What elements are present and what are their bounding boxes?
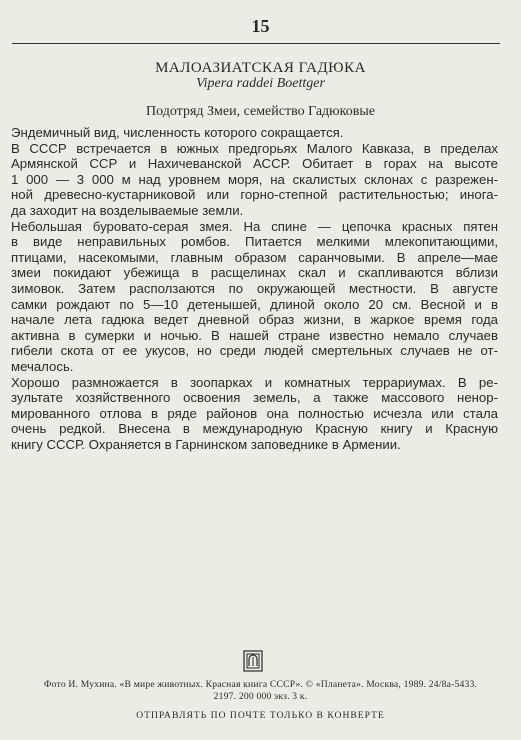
text-line: змеи покидают убежища в расщелинах скал и скапливаются вблизи bbox=[11, 265, 498, 281]
text-line: начале лета гадюка ведет дневной образ жизни, в жаркое время года bbox=[11, 312, 498, 328]
text-line: 1 000 — 3 000 м над уровнем моря, на скалистых склонах с разрежен- bbox=[11, 171, 498, 187]
header-rule bbox=[12, 43, 500, 44]
text-line: В СССР встречается в южных предгорьях Малого Кавказа, в пределах bbox=[11, 140, 498, 156]
text-line: книгу СССР. Охраняется в Гарнинском заповеднике в Армении. bbox=[11, 436, 401, 452]
credits-line-2: 2197. 200 000 экз. 3 к. bbox=[213, 691, 308, 702]
text-line: в виде неправильных ромбов. Питается мелкими млекопитающими, bbox=[11, 234, 498, 250]
text-line: ной древесно-кустарниковой или горно-степной растительностью; инога- bbox=[11, 187, 498, 203]
credits-line-1: Фото И. Мухина. «В мире животных. Красная книга СССР». © «Планета». Москва, 1989. 24/8а-5433. bbox=[43, 679, 478, 690]
species-title: МАЛОАЗИАТСКАЯ ГАДЮКА bbox=[155, 60, 366, 76]
publication-credits bbox=[20, 679, 501, 703]
text-line: мечалось. bbox=[11, 358, 74, 374]
text-line: Армянской ССР и Нахичеванской АССР. Обитает в горах на высоте bbox=[11, 156, 498, 172]
article-body bbox=[11, 125, 498, 452]
text-line: зимовок. Затем расползаются по окружающей местности. В августе bbox=[11, 280, 498, 296]
page-number: 15 bbox=[251, 16, 270, 36]
planeta-publisher-logo-icon bbox=[243, 650, 263, 672]
paragraph bbox=[11, 219, 498, 375]
paragraph bbox=[11, 375, 498, 453]
text-line: птицами, насекомыми, главным образом саранчовыми. В апреле—мае bbox=[11, 249, 498, 265]
taxonomy-line: Подотряд Змеи, семейство Гадюковые bbox=[146, 104, 375, 119]
text-line: очень редкой. Внесена в международную Красную книгу и Красную bbox=[11, 421, 498, 437]
latin-name: Vipera raddei Boettger bbox=[196, 76, 325, 91]
text-line: мированного отлова в ряде районов она полностью исчезла или стала bbox=[11, 405, 498, 421]
text-line: Хорошо размножается в зоопарках и комнатных террариумах. В ре- bbox=[11, 374, 498, 390]
text-line: зультате хозяйственного освоения земель, а также массового ненор- bbox=[11, 390, 498, 406]
mail-instruction: ОТПРАВЛЯТЬ ПО ПОЧТЕ ТОЛЬКО В КОНВЕРТЕ bbox=[136, 710, 385, 721]
text-line: активна в сумерки и ночью. В нашей стране известно немало случаев bbox=[11, 327, 498, 343]
text-line: Эндемичный вид, численность которого сокращается. bbox=[11, 125, 344, 140]
paragraph bbox=[11, 125, 498, 141]
text-line: самки рождают по 5—10 детенышей, длиной около 20 см. Весной и в bbox=[11, 296, 498, 312]
text-line: Небольшая буровато-серая змея. На спине — цепочка красных пятен bbox=[11, 218, 498, 234]
paragraph bbox=[11, 141, 498, 219]
text-line: да заходит на возделываемые земли. bbox=[11, 202, 244, 218]
text-line: гибели скота от ее укусов, но среди людей смертельных случаев не от- bbox=[11, 343, 498, 359]
